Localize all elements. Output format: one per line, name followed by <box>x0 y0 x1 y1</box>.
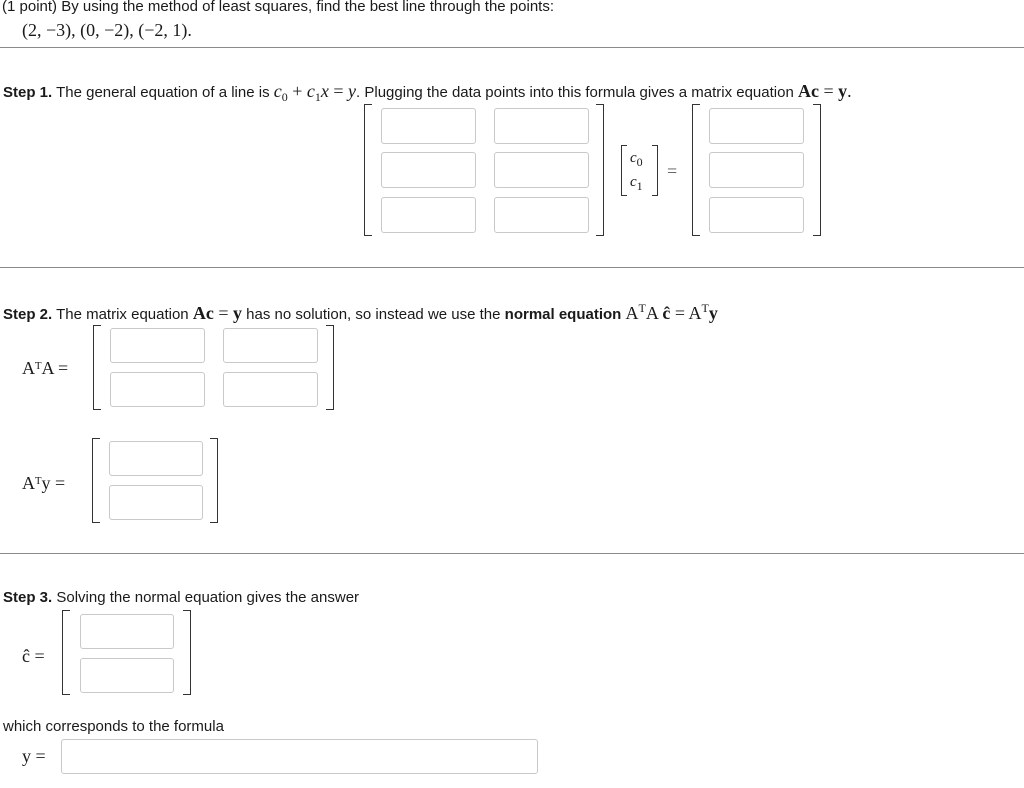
formula-input[interactable] <box>61 739 538 774</box>
divider-1 <box>0 47 1024 48</box>
vector-chat-r1-input[interactable] <box>80 614 174 649</box>
matrix-a-r1c2-input[interactable] <box>494 108 589 144</box>
divider-2 <box>0 267 1024 268</box>
matrix-a-r2c2-input[interactable] <box>494 152 589 188</box>
vector-chat-r2-input[interactable] <box>80 658 174 693</box>
divider-3 <box>0 553 1024 554</box>
step1-text <box>3 81 852 105</box>
aty-label: Aᵀy = <box>22 473 66 493</box>
normal-equation: $A^TA$ ĉ = $A^Ty$ <box>625 301 718 323</box>
vector-aty-r2-input[interactable] <box>109 485 203 520</box>
step1-text-b: . Plugging the data points into this formula gives a matrix equation <box>356 84 798 101</box>
vector-chat-right-bracket <box>183 610 191 695</box>
matrix-ata-left-bracket <box>93 325 101 410</box>
matrix-ata-right-bracket <box>326 325 334 410</box>
vector-c-left-bracket <box>621 145 627 196</box>
matrix-a-r3c1-input[interactable] <box>381 197 476 233</box>
vector-y-r1-input[interactable] <box>709 108 804 144</box>
matrix-a-right-bracket <box>596 104 604 236</box>
vector-aty-r1-input[interactable] <box>109 441 203 476</box>
step2-text-b: has no solution, so instead we use the <box>241 306 505 323</box>
matrix-a-left-bracket <box>364 104 372 236</box>
vector-chat-left-bracket <box>62 610 70 695</box>
step1-label: Step 1. <box>3 84 53 101</box>
problem-intro: (1 point) By using the method of least squares, find the best line through the points: <box>2 0 555 15</box>
vector-aty-right-bracket <box>210 438 218 523</box>
vector-c-entry-c1: $c_1$ <box>630 174 643 193</box>
vector-y-left-bracket <box>692 104 700 236</box>
vector-c-entry-c0: $c_0$ <box>630 150 643 169</box>
step2-text-a: The matrix equation <box>52 306 193 323</box>
step2-label: Step 2. <box>3 306 53 323</box>
matrix-a-r1c1-input[interactable] <box>381 108 476 144</box>
matrix-ata-r1c2-input[interactable] <box>223 328 318 363</box>
matrix-a-r2c1-input[interactable] <box>381 152 476 188</box>
vector-c-right-bracket <box>652 145 658 196</box>
ata-label: AᵀA = <box>22 358 69 378</box>
step2-text <box>3 301 718 324</box>
formula-text: which corresponds to the formula <box>3 718 224 735</box>
matrix-ata-r2c2-input[interactable] <box>223 372 318 407</box>
normal-equation-term: normal equation <box>504 306 622 323</box>
matrix-ata-r1c1-input[interactable] <box>110 328 205 363</box>
step3-label: Step 3. <box>3 589 53 606</box>
y-label: y = <box>22 746 46 766</box>
matrix-ata-r2c1-input[interactable] <box>110 372 205 407</box>
vector-y-r2-input[interactable] <box>709 152 804 188</box>
step3-text-body: Solving the normal equation gives the answer <box>52 589 360 606</box>
vector-y-r3-input[interactable] <box>709 197 804 233</box>
equals-sign: = <box>667 161 678 181</box>
matrix-a-r3c2-input[interactable] <box>494 197 589 233</box>
vector-y-right-bracket <box>813 104 821 236</box>
line-equation: $c_0 + c_1x = y$ <box>273 81 357 104</box>
step3-text <box>3 589 359 606</box>
problem-points: (2, −3), (0, −2), (−2, 1). <box>22 20 192 40</box>
step1-text-a: The general equation of a line is <box>52 84 274 101</box>
matrix-equation-ac-y: Ac = y. <box>797 81 852 101</box>
chat-label: ĉ = <box>22 646 45 666</box>
vector-aty-left-bracket <box>92 438 100 523</box>
matrix-equation-inline: Ac = y <box>192 303 242 323</box>
